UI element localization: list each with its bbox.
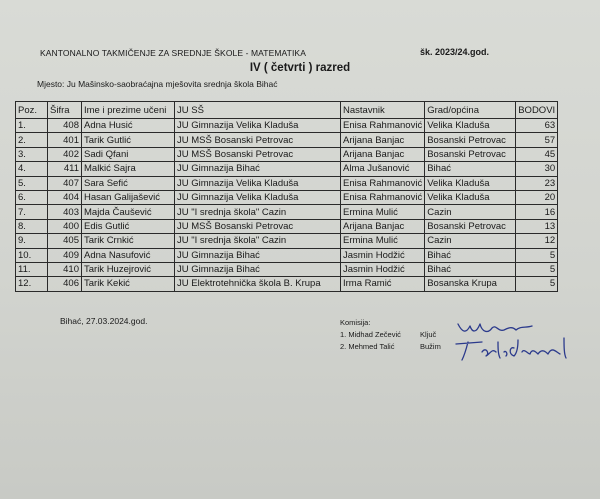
column-header-name: Ime i prezime učeni [82,102,175,119]
cell-sifra: 406 [48,277,82,291]
class-title: IV ( četvrti ) razred [249,62,351,74]
cell-name: Tarik Gutlić [82,133,175,147]
cell-teacher: Jasmin Hodžić [341,262,425,276]
cell-name: Tarik Crnkić [82,234,175,248]
cell-poz: 1. [16,119,48,133]
cell-points: 57 [516,133,558,147]
cell-school: JU MSŠ Bosanski Petrovac [175,147,341,161]
cell-sifra: 407 [48,176,82,190]
cell-city: Bihać [425,248,516,262]
cell-poz: 4. [16,162,48,176]
cell-points: 5 [516,277,558,291]
cell-sifra: 409 [48,248,82,262]
cell-school: JU MSŠ Bosanski Petrovac [175,133,341,147]
commission-block [340,317,460,353]
cell-school: JU Gimnazija Velika Kladuša [175,190,341,204]
table-row [16,119,558,133]
cell-teacher: Arijana Banjac [341,219,425,233]
cell-points: 5 [516,262,558,276]
cell-city: Bihać [425,162,516,176]
cell-poz: 12. [16,277,48,291]
cell-city: Bosanski Petrovac [425,147,516,161]
cell-city: Bosanski Petrovac [425,219,516,233]
cell-sifra: 411 [48,162,82,176]
commission-label: Komisija: [340,318,371,327]
cell-name: Malkić Sajra [82,162,175,176]
cell-points: 30 [516,162,558,176]
cell-name: Hasan Galijašević [82,190,175,204]
table-row [16,205,558,219]
cell-teacher: Ermina Mulić [341,205,425,219]
cell-teacher: Alma Jušanović [341,162,425,176]
table-row [16,147,558,161]
table-row [16,133,558,147]
column-header-sifra: Šifra [48,102,82,119]
cell-school: JU Gimnazija Bihać [175,248,341,262]
school-year: šk. 2023/24.god. [420,47,490,57]
cell-teacher: Arijana Banjac [341,147,425,161]
cell-sifra: 405 [48,234,82,248]
table-row [16,162,558,176]
cell-school: JU MSŠ Bosanski Petrovac [175,219,341,233]
cell-city: Bosanski Petrovac [425,133,516,147]
cell-teacher: Enisa Rahmanović [341,119,425,133]
cell-sifra: 403 [48,205,82,219]
cell-sifra: 401 [48,133,82,147]
cell-city: Bihać [425,262,516,276]
table-row [16,248,558,262]
cell-name: Majda Čaušević [82,205,175,219]
cell-poz: 6. [16,190,48,204]
cell-sifra: 408 [48,119,82,133]
cell-name: Tarik Huzejrović [82,262,175,276]
cell-teacher: Enisa Rahmanović [341,176,425,190]
member-name: 2. Mehmed Talić [340,342,395,351]
table-row [16,262,558,276]
cell-school: JU "I srednja škola" Cazin [175,234,341,248]
cell-sifra: 400 [48,219,82,233]
cell-poz: 10. [16,248,48,262]
cell-poz: 7. [16,205,48,219]
column-header-teacher: Nastavnik [341,102,425,119]
cell-city: Velika Kladuša [425,176,516,190]
handwritten-signatures [452,318,584,362]
cell-school: JU Gimnazija Bihać [175,162,341,176]
cell-sifra: 404 [48,190,82,204]
cell-points: 12 [516,234,558,248]
table-row [16,176,558,190]
cell-city: Velika Kladuša [425,190,516,204]
signature-ink [456,324,566,360]
table-row [16,219,558,233]
cell-school: JU Elektrotehnička škola B. Krupa [175,277,341,291]
cell-name: Adna Husić [82,119,175,133]
competition-title: KANTONALNO TAKMIČENJE ZA SREDNJE ŠKOLE - MATEMATIKA [40,48,306,58]
cell-poz: 3. [16,147,48,161]
table-row [16,190,558,204]
commission-member [340,329,460,341]
cell-points: 5 [516,248,558,262]
cell-teacher: Arijana Banjac [341,133,425,147]
cell-points: 63 [516,119,558,133]
cell-school: JU Gimnazija Velika Kladuša [175,176,341,190]
cell-points: 45 [516,147,558,161]
table-row [16,234,558,248]
cell-city: Cazin [425,234,516,248]
cell-points: 23 [516,176,558,190]
cell-sifra: 402 [48,147,82,161]
cell-sifra: 410 [48,262,82,276]
column-header-school: JU SŠ [175,102,341,119]
cell-name: Edis Gutlić [82,219,175,233]
cell-teacher: Irma Ramić [341,277,425,291]
cell-points: 20 [516,190,558,204]
table-header-row [16,102,558,119]
table-row [16,277,558,291]
column-header-city: Grad/općina [425,102,516,119]
cell-name: Sadi Qfani [82,147,175,161]
cell-points: 16 [516,205,558,219]
cell-points: 13 [516,219,558,233]
results-table [15,101,558,292]
cell-name: Tarik Kekić [82,277,175,291]
commission-member [340,341,460,353]
member-city: Bužim [420,342,441,351]
cell-name: Adna Nasufović [82,248,175,262]
member-city: Ključ [420,330,437,339]
cell-name: Sara Sefić [82,176,175,190]
cell-school: JU Gimnazija Velika Kladuša [175,119,341,133]
cell-teacher: Jasmin Hodžić [341,248,425,262]
cell-poz: 8. [16,219,48,233]
column-header-poz: Poz. [16,102,48,119]
location-line: Mjesto: Ju Mašinsko-saobraćajna mješovita srednja škola Bihać [37,79,278,89]
cell-teacher: Enisa Rahmanović [341,190,425,204]
cell-teacher: Ermina Mulić [341,234,425,248]
cell-city: Cazin [425,205,516,219]
cell-poz: 2. [16,133,48,147]
cell-city: Bosanska Krupa [425,277,516,291]
place-date: Bihać, 27.03.2024.god. [60,316,148,326]
member-name: 1. Midhad Zečević [340,330,401,339]
cell-school: JU Gimnazija Bihać [175,262,341,276]
cell-school: JU "I srednja škola" Cazin [175,205,341,219]
cell-poz: 9. [16,234,48,248]
cell-poz: 11. [16,262,48,276]
column-header-points: BODOVI [516,102,558,119]
cell-city: Velika Kladuša [425,119,516,133]
cell-poz: 5. [16,176,48,190]
